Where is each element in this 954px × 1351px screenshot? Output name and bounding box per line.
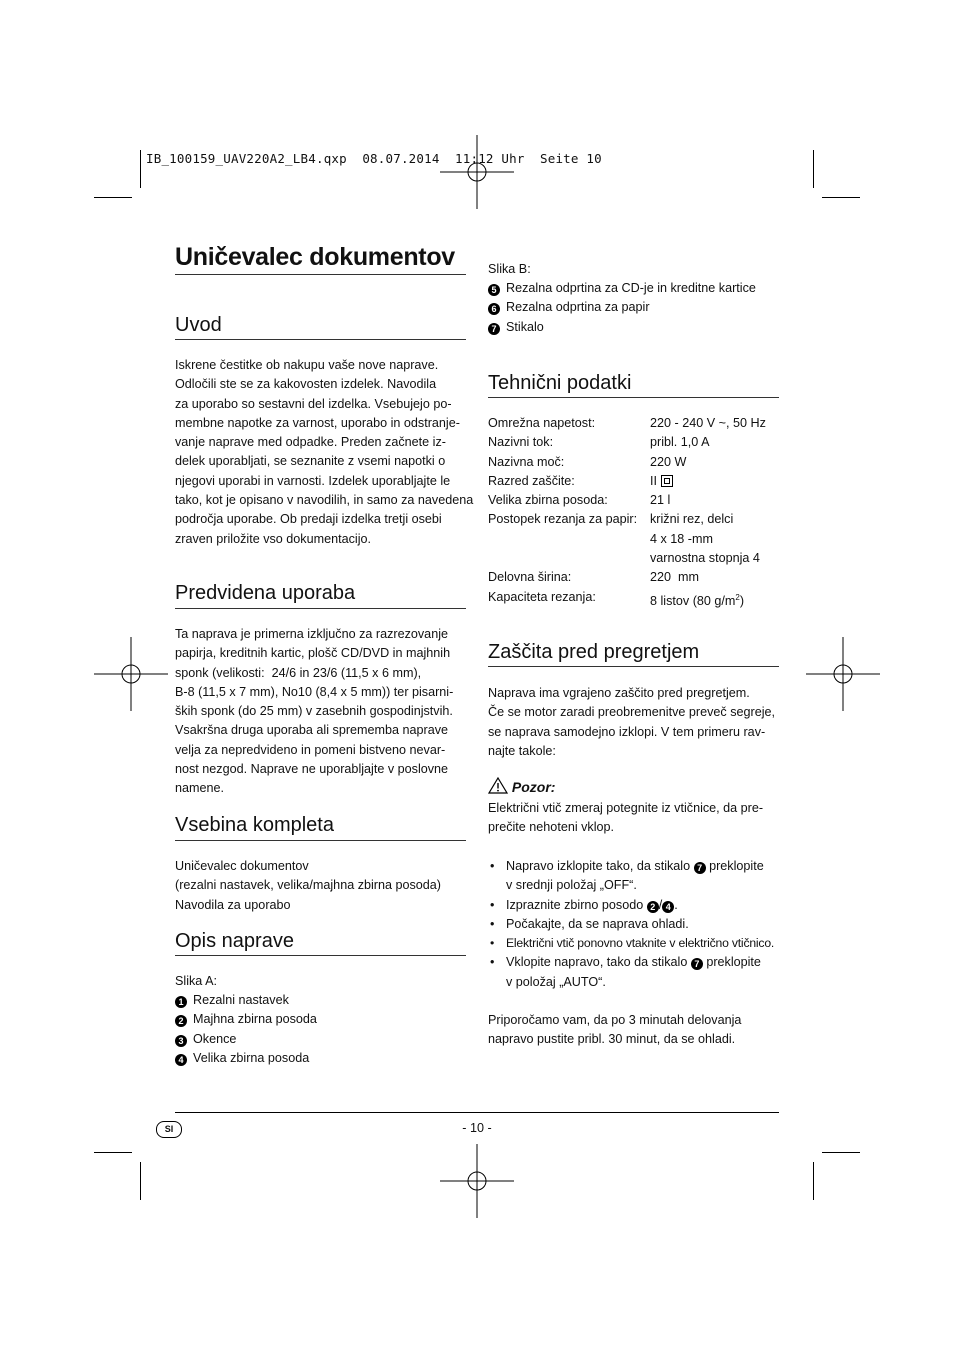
spec-label [488, 549, 650, 568]
number-badge-icon: 7 [488, 323, 500, 335]
list-item [488, 953, 774, 992]
list-item [488, 298, 756, 317]
text-line: Naprava ima vgrajeno zaščito pred pregretjem. [488, 686, 750, 700]
slika-b-label: Slika B: [488, 262, 531, 276]
text-line: se naprava samodejno izklopi. V tem primeru rav- [488, 724, 766, 739]
item-text: Napravo izklopite tako, da stikalo [506, 859, 691, 873]
item-text: v položaj „AUTO“. [506, 974, 606, 989]
list-item [488, 896, 774, 915]
section-heading-predvidena-uporaba: Predvidena uporaba [175, 582, 356, 604]
text-line: velja za nepredvideno in pomeni bistveno nevar- [175, 742, 446, 757]
spec-value: 220 mm [650, 570, 699, 585]
spec-value: pribl. 1,0 A [650, 435, 710, 450]
section-heading-tehnicni-podatki: Tehnični podatki [488, 372, 632, 394]
specs-table [488, 414, 766, 611]
closing-paragraph [488, 1011, 741, 1050]
list-item [175, 1010, 317, 1029]
text-line: (rezalni nastavek, velika/majhna zbirna posoda) [175, 878, 442, 893]
list-item [175, 991, 317, 1010]
item-label: Majhna zbirna posoda [193, 1012, 317, 1027]
item-label: Rezalni nastavek [193, 993, 289, 1007]
warning-triangle-icon [488, 777, 508, 794]
bullet: • [490, 916, 495, 931]
section-rule [175, 955, 466, 956]
number-badge-icon: 3 [175, 1035, 187, 1047]
text-line: Priporočamo vam, da po 3 minutah delovanja [488, 1013, 742, 1027]
table-row [488, 549, 766, 568]
text-line: za uporabo so sestavni del izdelka. Vsebujejo po- [175, 396, 452, 411]
registration-mark-icon [806, 637, 880, 711]
language-badge: SI [156, 1121, 182, 1138]
crop-mark [94, 197, 132, 198]
text-line: nost nezgod. Naprave ne uporabljajte v poslovne [175, 762, 449, 777]
footer-rule [175, 1112, 779, 1113]
table-row [488, 568, 766, 587]
item-label: Okence [193, 1031, 237, 1046]
superscript: 2 [735, 592, 740, 602]
table-row [488, 510, 766, 529]
number-badge-icon: 5 [488, 284, 500, 296]
uvod-paragraph [175, 356, 473, 549]
table-row [488, 588, 766, 611]
number-badge-icon: 2 [647, 901, 659, 913]
parts-list-a [175, 991, 317, 1068]
registration-mark-icon [440, 1144, 514, 1218]
text-line: Električni vtič zmeraj potegnite iz vtičnice, da pre- [488, 801, 764, 815]
item-text: . [674, 897, 678, 912]
warning-paragraph [488, 799, 763, 838]
item-text: preklopite [706, 955, 761, 970]
text-line: sponk (velikosti: 24/6 in 23/6 (11,5 x 6 mm), [175, 665, 422, 680]
text-line: napravo pustite pribl. 30 minut, da se ohladi. [488, 1032, 736, 1047]
spec-value: 4 x 18 -mm [650, 531, 713, 546]
item-text: v srednji položaj „OFF“. [506, 878, 637, 893]
number-badge-icon: 6 [488, 303, 500, 315]
item-text: Izpraznite zbirno posodo [506, 897, 644, 912]
vsebina-paragraph [175, 857, 441, 915]
list-item [488, 318, 756, 337]
section-heading-vsebina-kompleta: Vsebina kompleta [175, 814, 334, 836]
list-item [488, 915, 774, 934]
protection-class-ii-icon [661, 475, 673, 487]
table-row [488, 453, 766, 472]
spec-value: 220 - 240 V ~, 50 Hz [650, 416, 766, 430]
spec-value: 21 l [650, 493, 671, 508]
section-rule [488, 397, 779, 398]
steps-list [488, 857, 774, 992]
crop-mark [140, 1162, 141, 1200]
list-item [488, 934, 774, 953]
bullet: • [490, 859, 495, 873]
warning-label: Pozor: [511, 779, 556, 795]
text-line: Ta naprava je primerna izključno za razrezovanje [175, 627, 448, 641]
crop-mark [140, 150, 141, 188]
bullet: • [490, 936, 495, 951]
text-line: zraven priložite vso dokumentacijo. [175, 531, 371, 546]
spec-value [650, 472, 766, 491]
crop-mark [822, 1152, 860, 1153]
text-line: ških sponk (do 25 mm) v zasebnih gospodinjstvih. [175, 704, 453, 719]
item-text: Vklopite napravo, tako da stikalo [506, 955, 688, 970]
table-row [488, 491, 766, 510]
spec-value [650, 588, 766, 611]
text-line: prečite nehoteni vklop. [488, 820, 615, 835]
crop-mark [813, 1162, 814, 1200]
list-item [175, 1030, 317, 1049]
section-heading-zascita: Zaščita pred pregretjem [488, 641, 700, 663]
page-number: - 10 - [462, 1121, 492, 1135]
spec-value: 220 W [650, 454, 687, 469]
text-line: Vsakršna druga uporaba ali sprememba naprave [175, 723, 449, 738]
number-badge-icon: 4 [662, 901, 674, 913]
bullet: • [490, 897, 495, 912]
crop-mark [94, 1152, 132, 1153]
list-item [175, 1049, 317, 1068]
text-line: Če se motor zaradi preobremenitve preveč segreje, [488, 705, 775, 720]
registration-mark-icon [440, 135, 514, 209]
text-line: Navodila za uporabo [175, 897, 291, 912]
capacity-text: 8 listov (80 g/m [650, 593, 736, 608]
print-slug: IB_100159_UAV220A2_LB4.qxp 08.07.2014 11:12 Uhr Seite 10 [146, 151, 602, 166]
item-text: Električni vtič ponovno vtaknite v električno vtičnico. [506, 936, 775, 951]
number-badge-icon: 4 [175, 1054, 187, 1066]
spec-label: Velika zbirna posoda: [488, 493, 608, 508]
slika-a-label: Slika A: [175, 974, 217, 988]
spec-label: Razred zaščite: [488, 473, 575, 488]
protection-class-text: II [650, 473, 657, 488]
number-badge-icon: 7 [691, 958, 703, 970]
crop-mark [822, 197, 860, 198]
number-badge-icon: 1 [175, 996, 187, 1008]
text-line: B-8 (11,5 x 7 mm), No10 (8,4 x 5 mm)) ter pisarni- [175, 684, 454, 699]
table-row [488, 530, 766, 549]
item-text: / [658, 897, 663, 912]
section-rule [175, 608, 466, 609]
section-heading-opis-naprave: Opis naprave [175, 930, 294, 952]
section-rule [175, 840, 466, 841]
table-row [488, 433, 766, 452]
text-line: Uničevalec dokumentov [175, 859, 309, 873]
registration-mark-icon [94, 637, 168, 711]
predvidena-paragraph [175, 625, 453, 799]
bullet: • [490, 955, 495, 970]
warning-heading [488, 777, 555, 795]
zascita-paragraph [488, 684, 775, 761]
text-line: Odločili ste se za kakovosten izdelek. Navodila [175, 377, 437, 392]
spec-value: križni rez, delci [650, 512, 734, 527]
item-label: Rezalna odprtina za CD-je in kreditne kartice [506, 281, 756, 295]
list-item [488, 279, 756, 298]
text-line: področja uporabe. Ob predaji izdelka tretji osebi [175, 512, 442, 527]
text-line: membne napotke za varnost, uporabo in odstranje- [175, 415, 460, 430]
section-rule [175, 339, 466, 340]
spec-label [488, 530, 650, 549]
text-line: najte takole: [488, 743, 556, 758]
page-title: Uničevalec dokumentov [175, 243, 455, 271]
text-line: vanje naprave med odpadke. Preden začnete iz- [175, 435, 446, 450]
section-heading-uvod: Uvod [175, 314, 222, 336]
item-text: preklopite [709, 859, 764, 873]
text-line: papirja, kreditnih kartic, plošč CD/DVD in majhnih [175, 646, 451, 661]
spec-label: Nazivni tok: [488, 435, 554, 450]
text-line: namene. [175, 781, 225, 796]
spec-label: Postopek rezanja za papir: [488, 512, 638, 527]
capacity-close: ) [739, 593, 745, 608]
number-badge-icon: 2 [175, 1015, 187, 1027]
spec-label: Delovna širina: [488, 570, 572, 585]
spec-value: varnostna stopnja 4 [650, 551, 760, 566]
section-rule [488, 666, 779, 667]
text-line: Iskrene čestitke ob nakupu vaše nove naprave. [175, 358, 439, 372]
number-badge-icon: 7 [694, 862, 706, 874]
spec-label: Omrežna napetost: [488, 416, 596, 430]
table-row [488, 414, 766, 433]
item-label: Stikalo [506, 319, 544, 334]
item-label: Rezalna odprtina za papir [506, 300, 650, 315]
parts-list-b [488, 279, 756, 337]
text-line: tako, kot je opisano v navodilih, in samo za navedena [175, 493, 474, 508]
item-text: Počakajte, da se naprava ohladi. [506, 916, 689, 931]
spec-label: Nazivna moč: [488, 454, 565, 469]
table-row [488, 472, 766, 491]
text-line: delek uporabljati, se seznanite z vsemi napotki o [175, 454, 446, 469]
item-label: Velika zbirna posoda [193, 1050, 310, 1065]
title-rule [175, 274, 466, 275]
spec-label: Kapaciteta rezanja: [488, 589, 596, 604]
text-line: njegovi uporabi in varnosti. Izdelek uporabljajte le [175, 473, 451, 488]
crop-mark [813, 150, 814, 188]
list-item [488, 857, 774, 896]
